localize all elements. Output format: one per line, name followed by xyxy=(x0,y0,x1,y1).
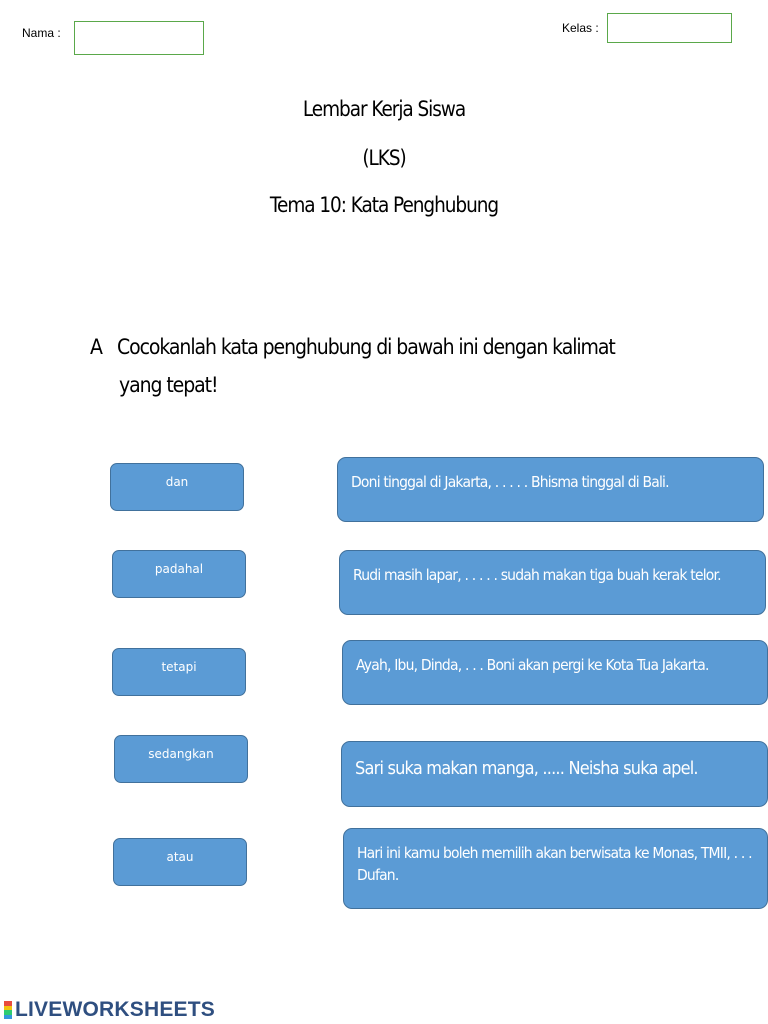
sentence-box-3[interactable] xyxy=(342,640,768,705)
worksheet-theme: Tema 10: Kata Penghubung xyxy=(269,193,499,217)
class-label: Kelas : xyxy=(562,21,599,35)
liveworksheets-brand-text: LIVEWORKSHEETS xyxy=(15,998,215,1021)
word-box-sedangkan[interactable]: sedangkan xyxy=(114,735,248,783)
sentence-box-2[interactable] xyxy=(339,550,766,615)
instruction-line-1: Cocokanlah kata penghubung di bawah ini dengan kalimat xyxy=(117,335,615,359)
sentence-box-1[interactable] xyxy=(337,457,764,522)
sentence-box-4[interactable] xyxy=(341,741,768,807)
instruction-marker: A xyxy=(90,335,102,359)
sentence-text-4: Sari suka makan manga, ..... Neisha suka apel. xyxy=(355,758,698,779)
word-box-atau[interactable]: atau xyxy=(113,838,247,886)
sentence-box-5[interactable] xyxy=(343,828,768,909)
name-field[interactable] xyxy=(74,21,204,55)
worksheet-title: Lembar Kerja Siswa xyxy=(302,97,466,121)
word-box-padahal[interactable]: padahal xyxy=(112,550,246,598)
liveworksheets-logo xyxy=(4,998,215,1022)
name-label: Nama : xyxy=(22,26,61,40)
instruction-line-2: yang tepat! xyxy=(119,373,218,397)
sentence-text-1: Doni tinggal di Jakarta, . . . . . Bhisma tinggal di Bali. xyxy=(351,473,669,491)
word-box-tetapi[interactable]: tetapi xyxy=(112,648,246,696)
worksheet-subtitle: (LKS) xyxy=(362,146,406,170)
class-field[interactable] xyxy=(607,13,732,43)
sentence-text-3: Ayah, Ibu, Dinda, . . . Boni akan pergi ke Kota Tua Jakarta. xyxy=(356,656,709,674)
liveworksheets-logo-icon xyxy=(4,1001,12,1019)
word-box-dan[interactable]: dan xyxy=(110,463,244,511)
sentence-text-2: Rudi masih lapar, . . . . . sudah makan tiga buah kerak telor. xyxy=(353,566,721,584)
sentence-text-5: Hari ini kamu boleh memilih akan berwisata ke Monas, TMII, . . . Dufan. xyxy=(357,844,752,884)
